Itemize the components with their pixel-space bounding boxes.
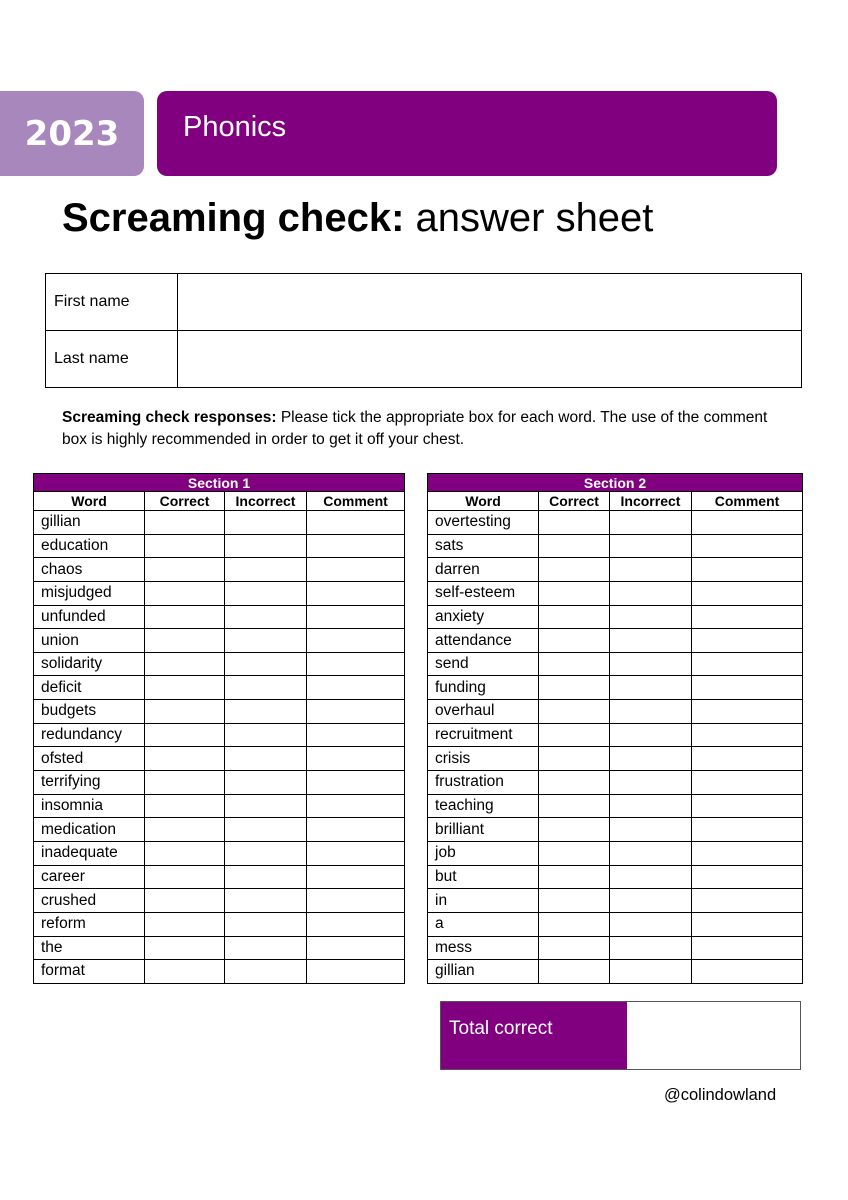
word-cell: job: [428, 841, 539, 865]
table-row: [34, 534, 405, 558]
table-row: [34, 960, 405, 984]
comment-cell[interactable]: [692, 771, 803, 795]
table-row: [428, 865, 803, 889]
table-row: [34, 723, 405, 747]
comment-cell[interactable]: [307, 511, 405, 535]
comment-cell[interactable]: [307, 794, 405, 818]
first-name-row: [46, 274, 802, 331]
comment-cell[interactable]: [692, 912, 803, 936]
correct-checkbox-cell[interactable]: [145, 794, 225, 818]
table-row: [428, 936, 803, 960]
word-cell: medication: [34, 818, 145, 842]
correct-checkbox-cell[interactable]: [145, 936, 225, 960]
comment-cell[interactable]: [307, 771, 405, 795]
table-row: [34, 771, 405, 795]
table-row: [428, 960, 803, 984]
incorrect-checkbox-cell[interactable]: [610, 771, 692, 795]
word-cell: the: [34, 936, 145, 960]
word-cell: a: [428, 912, 539, 936]
word-cell: recruitment: [428, 723, 539, 747]
incorrect-checkbox-cell[interactable]: [225, 581, 307, 605]
table-row: [34, 629, 405, 653]
year-tab: [0, 91, 144, 176]
table-row: [428, 676, 803, 700]
correct-checkbox-cell[interactable]: [145, 676, 225, 700]
incorrect-checkbox-cell[interactable]: [225, 912, 307, 936]
title-rest: answer sheet: [404, 196, 654, 240]
first-name-field[interactable]: [178, 274, 802, 331]
comment-cell[interactable]: [692, 558, 803, 582]
comment-cell[interactable]: [307, 747, 405, 771]
table-row: [34, 605, 405, 629]
correct-checkbox-cell[interactable]: [145, 841, 225, 865]
correct-checkbox-cell[interactable]: [539, 818, 610, 842]
table-row: [428, 818, 803, 842]
correct-checkbox-cell[interactable]: [539, 629, 610, 653]
correct-checkbox-cell[interactable]: [539, 534, 610, 558]
incorrect-checkbox-cell[interactable]: [610, 936, 692, 960]
word-cell: teaching: [428, 794, 539, 818]
table-row: [428, 534, 803, 558]
table-row: [428, 605, 803, 629]
incorrect-checkbox-cell[interactable]: [610, 581, 692, 605]
total-correct-label: Total correct: [441, 1002, 627, 1069]
comment-cell[interactable]: [692, 936, 803, 960]
col-incorrect: Incorrect: [610, 492, 692, 511]
comment-cell[interactable]: [692, 605, 803, 629]
comment-cell[interactable]: [307, 936, 405, 960]
table-row: [34, 912, 405, 936]
last-name-label: Last name: [46, 331, 178, 388]
incorrect-checkbox-cell[interactable]: [225, 629, 307, 653]
comment-cell[interactable]: [692, 841, 803, 865]
word-cell: self-esteem: [428, 581, 539, 605]
total-correct-field[interactable]: [627, 1002, 800, 1069]
incorrect-checkbox-cell[interactable]: [610, 960, 692, 984]
word-cell: insomnia: [34, 794, 145, 818]
incorrect-checkbox-cell[interactable]: [225, 771, 307, 795]
word-cell: brilliant: [428, 818, 539, 842]
first-name-label: First name: [46, 274, 178, 331]
comment-cell[interactable]: [692, 960, 803, 984]
incorrect-checkbox-cell[interactable]: [610, 912, 692, 936]
col-comment: Comment: [692, 492, 803, 511]
incorrect-checkbox-cell[interactable]: [610, 747, 692, 771]
subject-banner: [157, 91, 777, 176]
word-cell: sats: [428, 534, 539, 558]
table-row: [34, 700, 405, 724]
correct-checkbox-cell[interactable]: [145, 652, 225, 676]
comment-cell[interactable]: [307, 581, 405, 605]
table-row: [34, 676, 405, 700]
word-cell: redundancy: [34, 723, 145, 747]
incorrect-checkbox-cell[interactable]: [610, 889, 692, 913]
comment-cell[interactable]: [307, 558, 405, 582]
incorrect-checkbox-cell[interactable]: [225, 534, 307, 558]
incorrect-checkbox-cell[interactable]: [225, 889, 307, 913]
incorrect-checkbox-cell[interactable]: [610, 652, 692, 676]
correct-checkbox-cell[interactable]: [145, 511, 225, 535]
word-cell: crushed: [34, 889, 145, 913]
instructions-bold: Screaming check responses:: [62, 409, 277, 426]
table-row: [34, 794, 405, 818]
incorrect-checkbox-cell[interactable]: [225, 865, 307, 889]
page-title: [62, 196, 653, 241]
col-comment: Comment: [307, 492, 405, 511]
word-cell: deficit: [34, 676, 145, 700]
correct-checkbox-cell[interactable]: [145, 558, 225, 582]
table-row: [428, 652, 803, 676]
correct-checkbox-cell[interactable]: [145, 818, 225, 842]
comment-cell[interactable]: [692, 652, 803, 676]
word-cell: chaos: [34, 558, 145, 582]
incorrect-checkbox-cell[interactable]: [610, 841, 692, 865]
table-row: [34, 581, 405, 605]
col-word: Word: [34, 492, 145, 511]
incorrect-checkbox-cell[interactable]: [610, 534, 692, 558]
correct-checkbox-cell[interactable]: [539, 936, 610, 960]
table-row: [428, 889, 803, 913]
word-cell: inadequate: [34, 841, 145, 865]
incorrect-checkbox-cell[interactable]: [225, 511, 307, 535]
word-cell: budgets: [34, 700, 145, 724]
correct-checkbox-cell[interactable]: [145, 723, 225, 747]
word-cell: but: [428, 865, 539, 889]
incorrect-checkbox-cell[interactable]: [610, 723, 692, 747]
incorrect-checkbox-cell[interactable]: [610, 558, 692, 582]
incorrect-checkbox-cell[interactable]: [610, 511, 692, 535]
last-name-row: [46, 331, 802, 388]
comment-cell[interactable]: [692, 865, 803, 889]
incorrect-checkbox-cell[interactable]: [225, 676, 307, 700]
comment-cell[interactable]: [692, 700, 803, 724]
word-cell: send: [428, 652, 539, 676]
comment-cell[interactable]: [692, 629, 803, 653]
correct-checkbox-cell[interactable]: [145, 747, 225, 771]
word-cell: funding: [428, 676, 539, 700]
comment-cell[interactable]: [692, 794, 803, 818]
comment-cell[interactable]: [307, 818, 405, 842]
section-1-table: [33, 473, 405, 984]
comment-cell[interactable]: [307, 841, 405, 865]
table-row: [34, 558, 405, 582]
comment-cell[interactable]: [307, 865, 405, 889]
incorrect-checkbox-cell[interactable]: [225, 700, 307, 724]
correct-checkbox-cell[interactable]: [539, 889, 610, 913]
correct-checkbox-cell[interactable]: [145, 605, 225, 629]
word-cell: mess: [428, 936, 539, 960]
table-row: [34, 865, 405, 889]
word-cell: terrifying: [34, 771, 145, 795]
comment-cell[interactable]: [307, 960, 405, 984]
word-cell: anxiety: [428, 605, 539, 629]
word-cell: unfunded: [34, 605, 145, 629]
comment-cell[interactable]: [307, 629, 405, 653]
instructions: [62, 407, 782, 451]
word-cell: reform: [34, 912, 145, 936]
correct-checkbox-cell[interactable]: [539, 605, 610, 629]
correct-checkbox-cell[interactable]: [539, 960, 610, 984]
comment-cell[interactable]: [692, 889, 803, 913]
correct-checkbox-cell[interactable]: [539, 747, 610, 771]
incorrect-checkbox-cell[interactable]: [225, 558, 307, 582]
correct-checkbox-cell[interactable]: [539, 794, 610, 818]
comment-cell[interactable]: [692, 511, 803, 535]
word-cell: in: [428, 889, 539, 913]
comment-cell[interactable]: [307, 723, 405, 747]
table-row: [34, 841, 405, 865]
comment-cell[interactable]: [307, 605, 405, 629]
incorrect-checkbox-cell[interactable]: [225, 818, 307, 842]
table-row: [428, 747, 803, 771]
correct-checkbox-cell[interactable]: [539, 723, 610, 747]
section-1-title: Section 1: [34, 474, 405, 492]
word-cell: union: [34, 629, 145, 653]
comment-cell[interactable]: [692, 581, 803, 605]
incorrect-checkbox-cell[interactable]: [225, 841, 307, 865]
table-row: [34, 747, 405, 771]
word-cell: education: [34, 534, 145, 558]
word-cell: attendance: [428, 629, 539, 653]
incorrect-checkbox-cell[interactable]: [225, 960, 307, 984]
incorrect-checkbox-cell[interactable]: [610, 794, 692, 818]
comment-cell[interactable]: [692, 723, 803, 747]
word-cell: overtesting: [428, 511, 539, 535]
word-cell: crisis: [428, 747, 539, 771]
comment-cell[interactable]: [307, 912, 405, 936]
correct-checkbox-cell[interactable]: [539, 865, 610, 889]
author-handle: @colindowland: [664, 1086, 777, 1104]
table-row: [428, 700, 803, 724]
col-incorrect: Incorrect: [225, 492, 307, 511]
correct-checkbox-cell[interactable]: [539, 558, 610, 582]
table-row: [34, 818, 405, 842]
incorrect-checkbox-cell[interactable]: [610, 676, 692, 700]
table-row: [34, 889, 405, 913]
incorrect-checkbox-cell[interactable]: [225, 747, 307, 771]
incorrect-checkbox-cell[interactable]: [610, 605, 692, 629]
table-row: [428, 511, 803, 535]
incorrect-checkbox-cell[interactable]: [610, 629, 692, 653]
correct-checkbox-cell[interactable]: [539, 511, 610, 535]
name-table: [45, 273, 802, 388]
table-row: [34, 936, 405, 960]
correct-checkbox-cell[interactable]: [539, 912, 610, 936]
total-correct-box: [440, 1001, 801, 1070]
correct-checkbox-cell[interactable]: [145, 912, 225, 936]
table-row: [428, 771, 803, 795]
correct-checkbox-cell[interactable]: [539, 581, 610, 605]
year-label: 2023: [24, 113, 120, 154]
last-name-field[interactable]: [178, 331, 802, 388]
correct-checkbox-cell[interactable]: [539, 700, 610, 724]
correct-checkbox-cell[interactable]: [539, 652, 610, 676]
word-cell: solidarity: [34, 652, 145, 676]
instructions-text: Please tick the appropriate box for each word. The use of the comment box is highly recommended in order to get it off your chest.: [62, 409, 768, 448]
col-correct: Correct: [145, 492, 225, 511]
correct-checkbox-cell[interactable]: [145, 960, 225, 984]
word-cell: darren: [428, 558, 539, 582]
word-cell: overhaul: [428, 700, 539, 724]
word-cell: format: [34, 960, 145, 984]
table-row: [34, 652, 405, 676]
word-cell: ofsted: [34, 747, 145, 771]
correct-checkbox-cell[interactable]: [145, 700, 225, 724]
col-word: Word: [428, 492, 539, 511]
table-row: [34, 511, 405, 535]
incorrect-checkbox-cell[interactable]: [225, 605, 307, 629]
correct-checkbox-cell[interactable]: [145, 889, 225, 913]
comment-cell[interactable]: [307, 676, 405, 700]
comment-cell[interactable]: [692, 534, 803, 558]
word-cell: gillian: [428, 960, 539, 984]
incorrect-checkbox-cell[interactable]: [610, 818, 692, 842]
comment-cell[interactable]: [307, 652, 405, 676]
comment-cell[interactable]: [692, 747, 803, 771]
table-row: [428, 581, 803, 605]
title-bold: Screaming check:: [62, 196, 405, 240]
correct-checkbox-cell[interactable]: [145, 771, 225, 795]
correct-checkbox-cell[interactable]: [145, 629, 225, 653]
correct-checkbox-cell[interactable]: [539, 676, 610, 700]
comment-cell[interactable]: [307, 700, 405, 724]
comment-cell[interactable]: [307, 889, 405, 913]
correct-checkbox-cell[interactable]: [145, 534, 225, 558]
table-row: [428, 794, 803, 818]
comment-cell[interactable]: [692, 676, 803, 700]
incorrect-checkbox-cell[interactable]: [610, 865, 692, 889]
incorrect-checkbox-cell[interactable]: [225, 936, 307, 960]
comment-cell[interactable]: [692, 818, 803, 842]
subject-label: Phonics: [183, 111, 287, 143]
table-row: [428, 558, 803, 582]
incorrect-checkbox-cell[interactable]: [225, 652, 307, 676]
word-cell: misjudged: [34, 581, 145, 605]
comment-cell[interactable]: [307, 534, 405, 558]
table-row: [428, 629, 803, 653]
table-row: [428, 841, 803, 865]
table-row: [428, 912, 803, 936]
section-2-title: Section 2: [428, 474, 803, 492]
table-row: [428, 723, 803, 747]
correct-checkbox-cell[interactable]: [145, 865, 225, 889]
word-cell: career: [34, 865, 145, 889]
incorrect-checkbox-cell[interactable]: [225, 794, 307, 818]
word-cell: gillian: [34, 511, 145, 535]
correct-checkbox-cell[interactable]: [145, 581, 225, 605]
section-2-table: [427, 473, 803, 984]
col-correct: Correct: [539, 492, 610, 511]
correct-checkbox-cell[interactable]: [539, 841, 610, 865]
word-cell: frustration: [428, 771, 539, 795]
correct-checkbox-cell[interactable]: [539, 771, 610, 795]
incorrect-checkbox-cell[interactable]: [225, 723, 307, 747]
incorrect-checkbox-cell[interactable]: [610, 700, 692, 724]
